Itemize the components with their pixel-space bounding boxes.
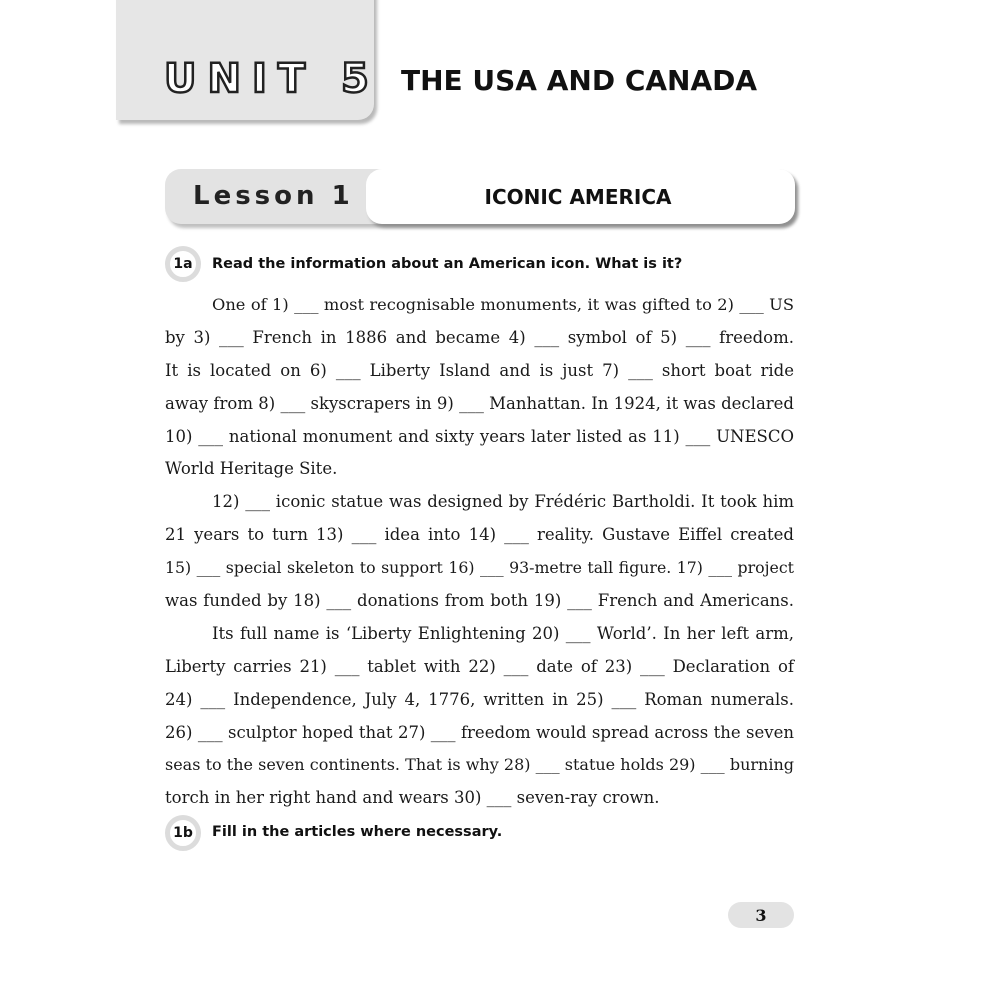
- passage-line: Liberty carries 21) ___ tablet with 22) ___ date of 23) ___ Declaration of: [165, 656, 794, 676]
- unit-title: THE USA AND CANADA: [401, 64, 758, 97]
- passage-line: 26) ___ sculptor hoped that 27) ___ freedom would spread across the seven: [165, 722, 794, 742]
- task-1b-instruction: Fill in the articles where necessary.: [212, 824, 503, 840]
- passage-line: 12) ___ iconic statue was designed by Frédéric Bartholdi. It took him: [212, 492, 794, 512]
- passage-line: seas to the seven continents. That is why 28) ___ statue holds 29) ___ burning: [165, 755, 794, 775]
- passage-line: It is located on 6) ___ Liberty Island and is just 7) ___ short boat ride: [165, 360, 794, 380]
- passage-line: was funded by 18) ___ donations from both 19) ___ French and Americans.: [165, 591, 794, 611]
- task-badge-1b: 1b: [165, 815, 201, 851]
- passage-line: Its full name is ‘Liberty Enlightening 20) ___ World’. In her left arm,: [212, 623, 794, 643]
- passage-line: away from 8) ___ skyscrapers in 9) ___ Manhattan. In 1924, it was declared: [165, 393, 794, 413]
- passage-line: One of 1) ___ most recognisable monuments, it was gifted to 2) ___ US: [212, 295, 794, 314]
- task-1a-instruction: Read the information about an American icon. What is it?: [212, 256, 683, 272]
- passage-line: 24) ___ Independence, July 4, 1776, written in 25) ___ Roman numerals.: [165, 689, 794, 709]
- passage-line: 10) ___ national monument and sixty years later listed as 11) ___ UNESCO: [165, 426, 794, 446]
- passage-line: torch in her right hand and wears 30) ___ seven-ray crown.: [165, 788, 660, 808]
- lesson-label: Lesson 1: [193, 181, 354, 211]
- passage-line: by 3) ___ French in 1886 and became 4) ___ symbol of 5) ___ freedom.: [165, 327, 794, 347]
- passage-line: 15) ___ special skeleton to support 16) ___ 93-metre tall figure. 17) ___ project: [165, 558, 794, 578]
- passage-line: 21 years to turn 13) ___ idea into 14) ___ reality. Gustave Eiffel created: [165, 525, 794, 545]
- lesson-title: ICONIC AMERICA: [484, 185, 672, 209]
- unit-label: UNIT 5: [164, 56, 380, 102]
- reading-passage: [165, 289, 794, 815]
- page-number: 3: [728, 902, 794, 928]
- task-badge-1a: 1a: [165, 246, 201, 282]
- passage-line: World Heritage Site.: [165, 459, 338, 479]
